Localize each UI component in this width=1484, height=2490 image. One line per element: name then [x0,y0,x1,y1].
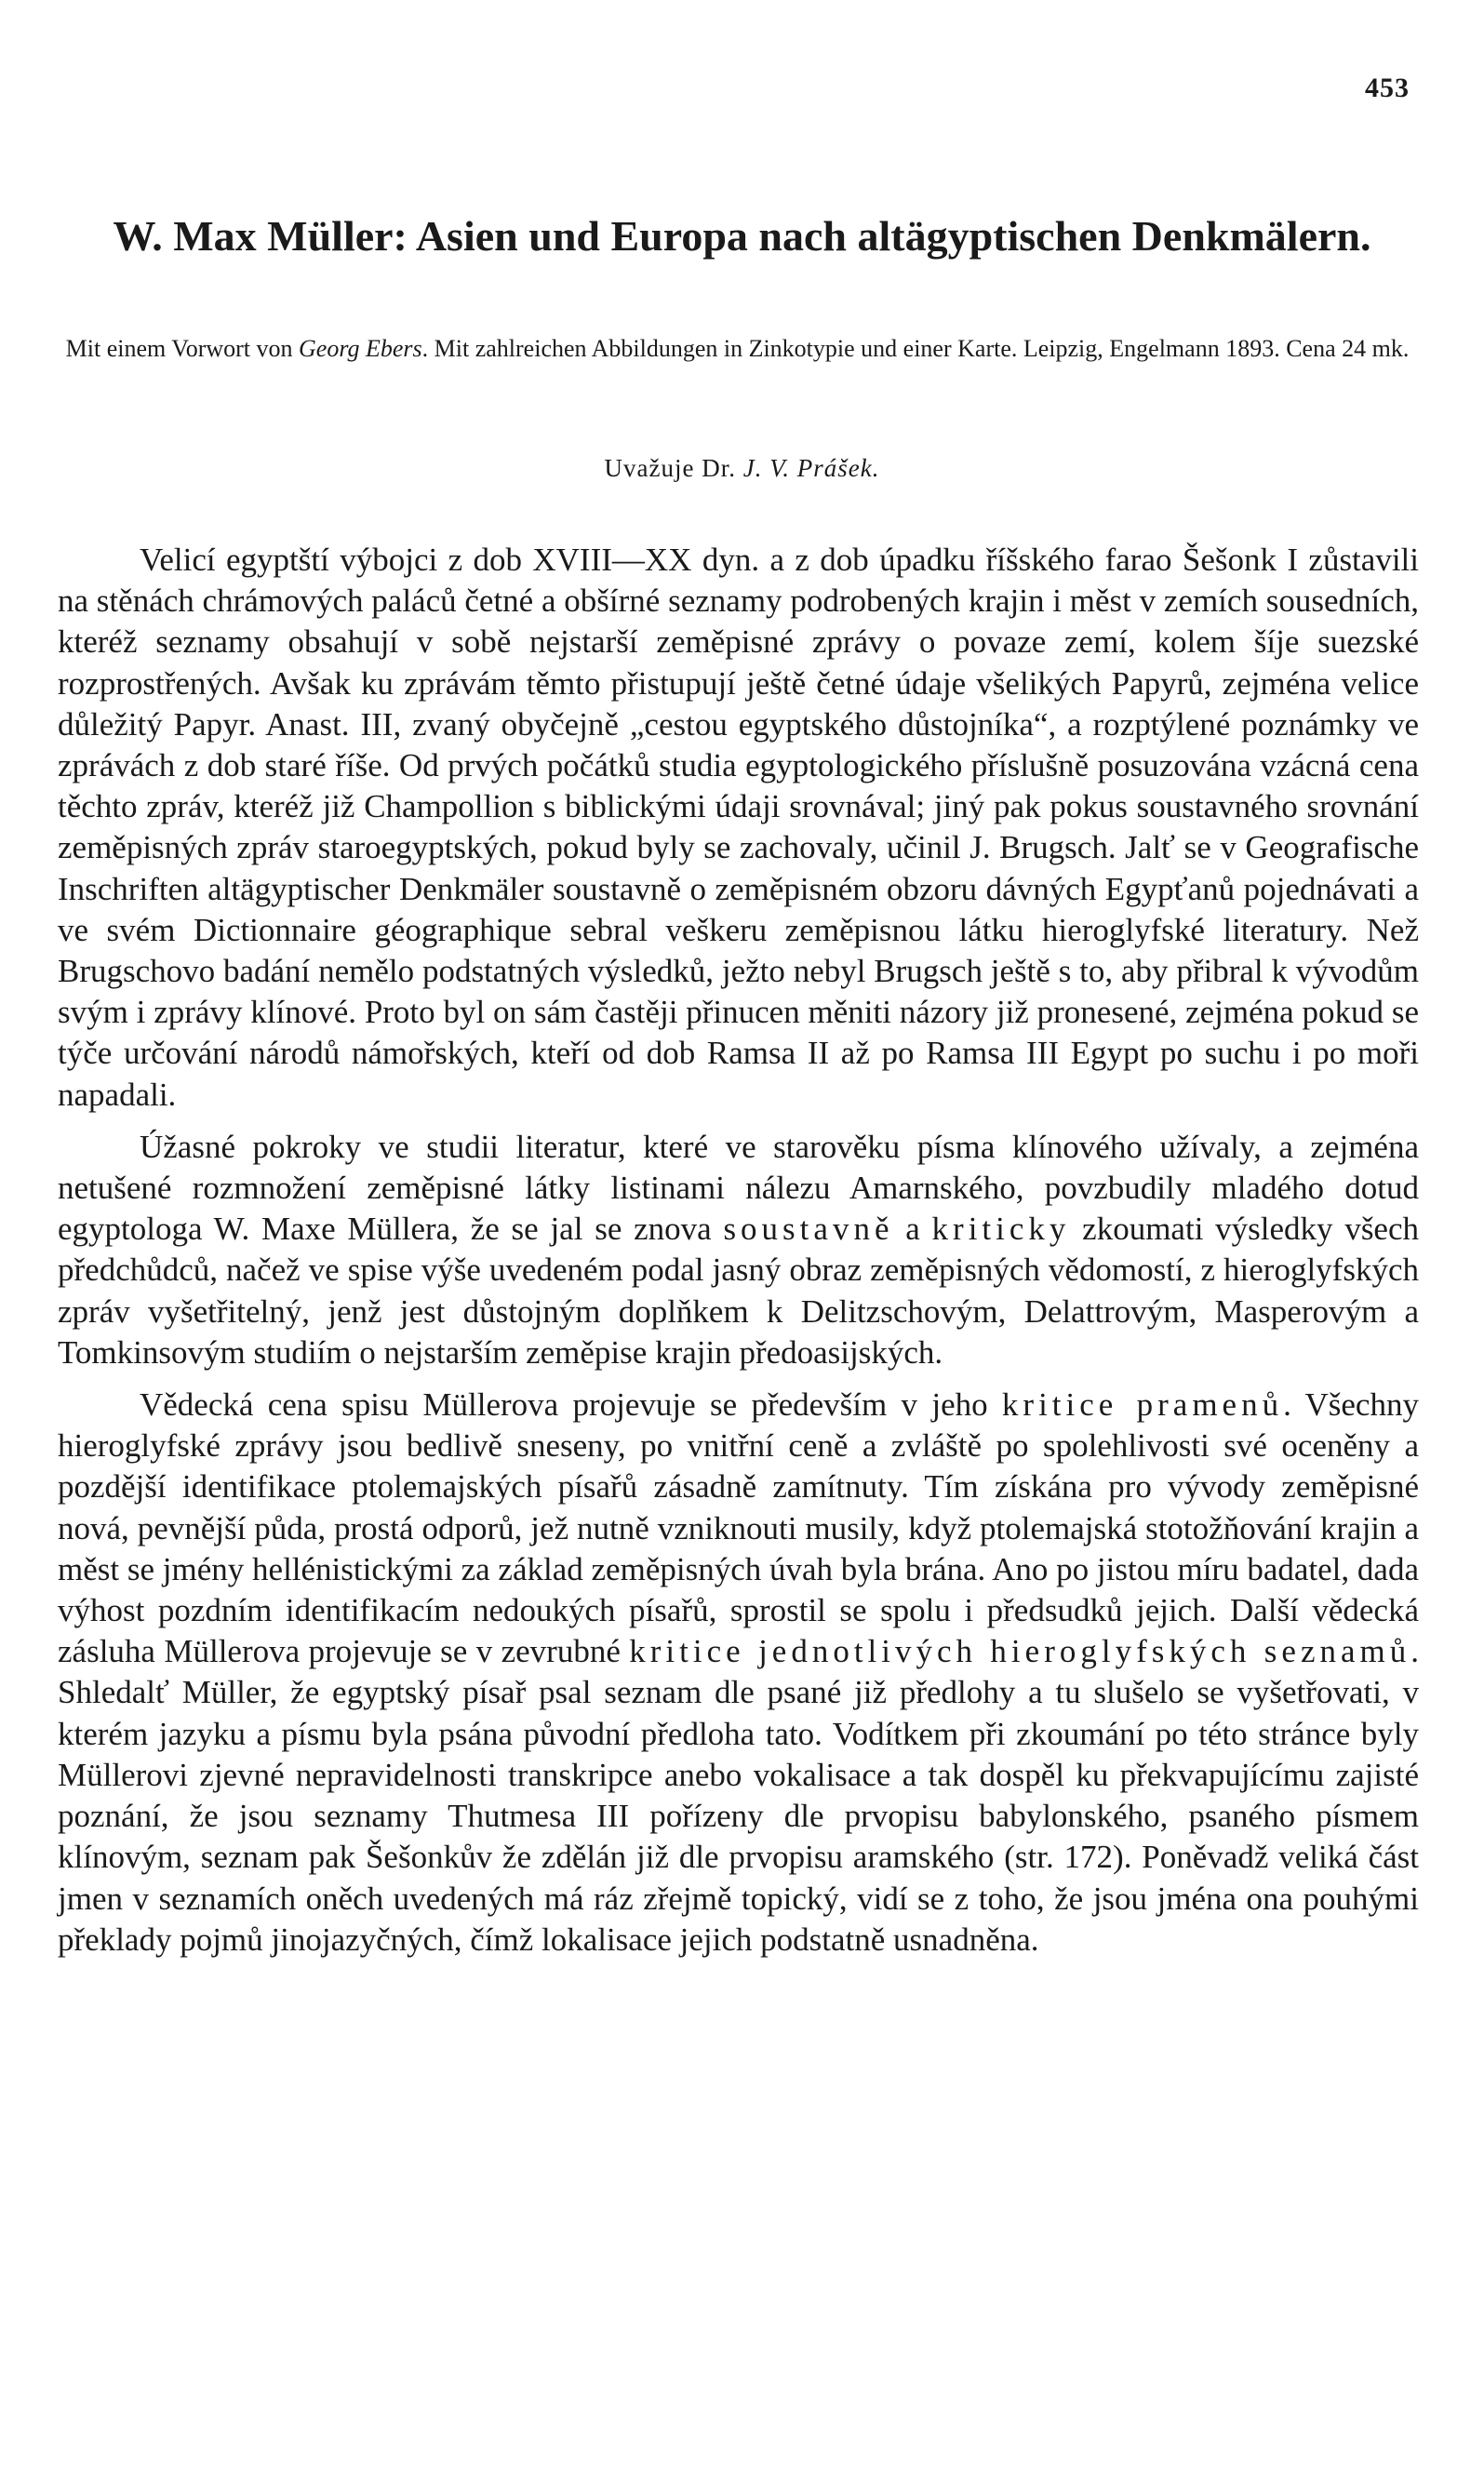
article-body [58,540,1419,1972]
emphasis-kritice-pramenu: kritice pramenů [1001,1386,1284,1424]
article-title: W. Max Müller: Asien und Europa nach altägyptischen Denkmälern. [113,212,1371,260]
emphasis-kriticky: kriticky [931,1211,1071,1248]
byline-name: J. V. Prášek. [742,454,880,482]
paragraph-1: Velicí egyptští výbojci z dob XVIII—XX dyn. a z dob úpadku říšského farao Šešonk I zůstavili na stěnách chrámových paláců četné a obšírné seznamy podrobených krajin i měst v zemích sousedních, kteréž seznamy obsahují v sobě nejstarší zeměpisné zprávy o povaze zemí, kolem šíje suezské rozprostřených. Avšak ku zprávám těmto přistupují ještě četné údaje všelikých Papyrů, zejména velice důležitý Papyr. Anast. III, zvaný obyčejně „cestou egyptského důstojníka“, a rozptýlené poznámky ve zprávách z dob staré říše. Od prvých počátků studia egyptologického příslušně posuzována vzácná cena těchto zpráv, kteréž již Champollion s biblickými údaji srovnával; jiný pak pokus soustavného srovnání zeměpisných zpráv staroegyptských, pokud byly se zachovaly, učinil J. Brugsch. Jalť se v Geografische Inschriften altägyptischer Denkmäler soustavně o zeměpisném obzoru dávných Egypťanů pojednávati a ve svém Dictionnaire géographique sebral veškeru zeměpisnou látku hieroglyfské literatury. Než Brugschovo badání nemělo podstatných výsledků, ježto nebyl Brugsch ještě s to, aby přibral k vývodům svým i zprávy klínové. Proto byl on sám častěji přinucen měniti názory již pronesené, zejména pokud se týče určování národů námořských, kteří od dob Ramsa II až po Ramsa III Egypt po suchu i po moři napadali. [58,542,1419,1113]
paragraph-3-text-c: . Všechny hieroglyfské zprávy jsou bedlivě sneseny, po vnitřní ceně a zvláště po spolehlivosti své oceněny a pozdější identifikace ptolemajských písařů zásadně zamítnuty. Tím získána pro vývody zeměpisné nová, pevnější půda, prostá odporů, jež nutně vzniknouti musily, když ptolemajská stotožňování krajin a měst se jmény hellénistickými za základ zeměpisných úvah byla brána. Ano po jistou míru badatel, dada výhost pozdním identifikacím nedoukých písařů, sprostil se spolu i předsudků jejich. Další vědecká zásluha Müllerova projevuje se v zevrubné [58,1386,1419,1670]
paragraph-2-text-e: zkoumati výsledky všech předchůdců, načež ve spise výše uvedeném podal jasný obraz zeměpisných vědomostí, z hieroglyfských zpráv vyšetřitelný, jenž jest důstojným doplňkem k Delitzschovým, Delattrovým, Masperovým a Tomkinsovým studiím o nejstarším zeměpise krajin předoasijských. [58,1211,1420,1371]
reviewer-byline [0,454,1484,483]
article-subtitle [54,331,1421,366]
page-number: 453 [1365,73,1410,103]
emphasis-kritice-seznamu: kritice jednotlivých hieroglyfských seznamů [629,1633,1411,1670]
emphasis-soustavne: soustavně [723,1211,894,1248]
paragraph-2 [58,1127,1419,1373]
paragraph-3-text-e: . Shledalť Müller, že egyptský písař psal seznam dle psané již předlohy a tu slušelo se vyšetřovati, v kterém jazyku a písmu byla psána původní předloha tato. Vodítkem při zkoumání po této stránce byly Müllerovi zjevné nepravidelnosti transkripce anebo vokalisace a tak dospěl ku překvapujícímu zajisté poznání, že jsou seznamy Thutmesa III pořízeny dle prvopisu babylonského, psaného písmem klínovým, seznam pak Šešonkův že zdělán již dle prvopisu aramského (str. 172). Poněvadž veliká část jmen v seznamích oněch uvedených má ráz zřejmě topický, vidí se z toho, že jsou jména ona pouhými překlady pojmů jinojazyčných, čímž lokalisace jejich podstatně usnadněna. [58,1633,1419,1958]
subtitle-author: Georg Ebers [299,335,422,362]
paragraph-2-text-c: a [893,1211,932,1248]
subtitle-text-2: . Mit zahlreichen Abbildungen in Zinkotypie und einer Karte. Leipzig, Engelmann 1893. Cena 24 mk. [421,335,1410,362]
paragraph-3 [58,1385,1419,1961]
subtitle-text-1: Mit einem Vorwort von [65,335,300,362]
paragraph-3-text-a: Vědecká cena spisu Müllerova projevuje se především v jeho [140,1386,1002,1424]
paragraph-2-text-a: Úžasné pokroky ve studii literatur, které ve starověku písma klínového užívaly, a zejména netušené rozmnožení zeměpisné látky listinami nálezu Amarnského, povzbudily mladého dotud egyptologa W. Maxe Müllera, že se jal se znova [58,1128,1419,1248]
byline-prefix: Uvažuje Dr. [604,454,743,482]
